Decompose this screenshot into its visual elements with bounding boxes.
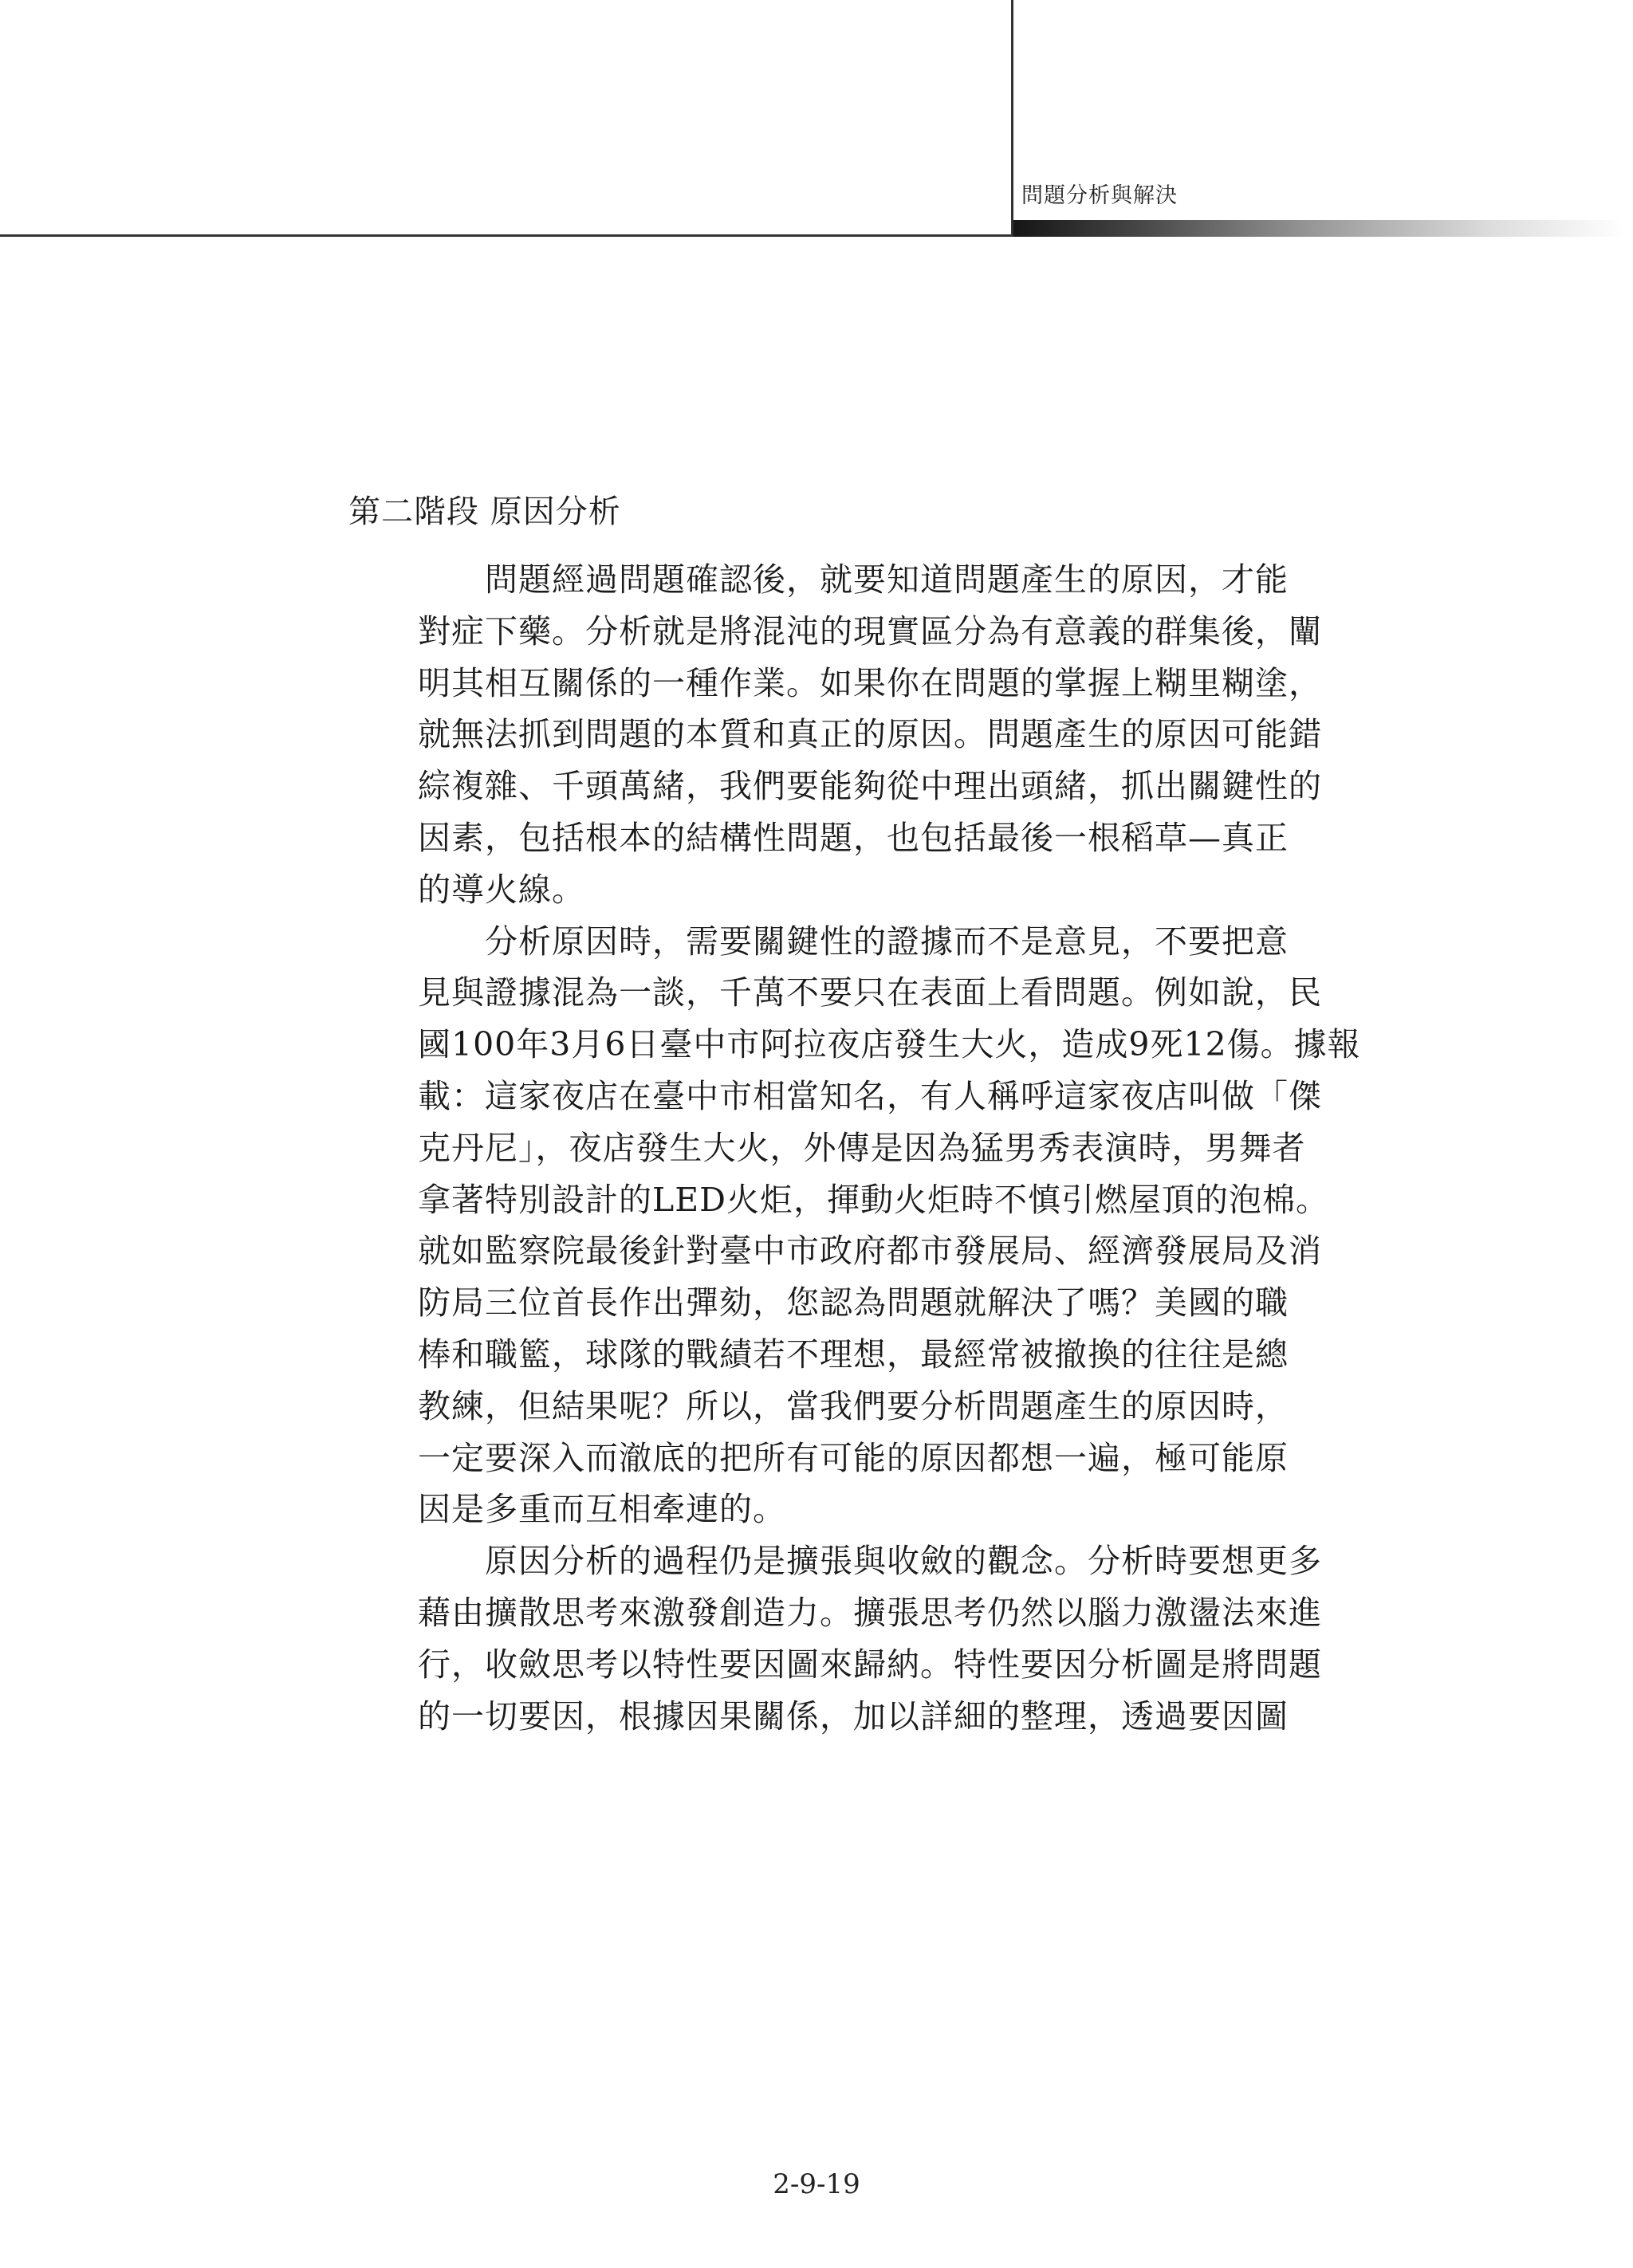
paragraph-line: 藉由擴散思考來激發創造力。擴張思考仍然以腦力激盪法來進 bbox=[418, 1593, 1322, 1632]
paragraph-line: 一定要深入而澈底的把所有可能的原因都想一遍，極可能原 bbox=[418, 1438, 1289, 1477]
paragraph-line: 分析原因時，需要關鍵性的證據而不是意見，不要把意 bbox=[485, 922, 1289, 961]
paragraph-line: 就如監察院最後針對臺中市政府都市發展局、經濟發展局及消 bbox=[418, 1232, 1322, 1271]
paragraph-line: 對症下藥。分析就是將混沌的現實區分為有意義的群集後，闡 bbox=[418, 611, 1322, 651]
paragraph-line: 原因分析的過程仍是擴張與收斂的觀念。分析時要想更多 bbox=[485, 1542, 1322, 1581]
paragraph-line: 的一切要因，根據因果關係，加以詳細的整理，透過要因圖 bbox=[418, 1696, 1289, 1735]
paragraph-line: 因素，包括根本的結構性問題，也包括最後一根稻草—真正 bbox=[418, 818, 1289, 857]
paragraph-line: 棒和職籃，球隊的戰績若不理想，最經常被撤換的往往是總 bbox=[418, 1334, 1289, 1374]
paragraph-line: 克丹尼」，夜店發生大火，外傳是因為猛男秀表演時，男舞者 bbox=[418, 1128, 1306, 1167]
paragraph-line: 問題經過問題確認後，就要知道問題產生的原因，才能 bbox=[485, 560, 1289, 599]
paragraph-line: 拿著特別設計的LED火炬，揮動火炬時不慎引燃屋頂的泡棉。 bbox=[418, 1180, 1330, 1219]
paragraph-line: 行，收斂思考以特性要因圖來歸納。特性要因分析圖是將問題 bbox=[418, 1645, 1322, 1684]
header-vertical-rule bbox=[1011, 0, 1013, 236]
paragraph-line: 綜複雜、千頭萬緒，我們要能夠從中理出頭緒，抓出關鍵性的 bbox=[418, 767, 1322, 806]
body-text bbox=[418, 554, 1361, 1742]
page-number: 2-9-19 bbox=[773, 2168, 860, 2200]
paragraph-line: 見與證據混為一談，千萬不要只在表面上看問題。例如說，民 bbox=[418, 973, 1322, 1012]
header-horizontal-rule bbox=[0, 234, 1013, 237]
section-heading: 第二階段 原因分析 bbox=[348, 493, 621, 530]
paragraph-line: 的導火線。 bbox=[418, 870, 585, 909]
paragraph-line: 防局三位首長作出彈劾，您認為問題就解決了嗎？美國的職 bbox=[418, 1283, 1289, 1323]
paragraph-line: 國100年3月6日臺中市阿拉夜店發生大火，造成9死12傷。據報 bbox=[418, 1025, 1361, 1064]
running-header-title: 問題分析與解決 bbox=[1021, 183, 1178, 208]
paragraph-line: 明其相互關係的一種作業。如果你在問題的掌握上糊里糊塗， bbox=[418, 663, 1322, 702]
paragraph-line: 教練，但結果呢？所以，當我們要分析問題產生的原因時， bbox=[418, 1386, 1289, 1425]
paragraph-line: 就無法抓到問題的本質和真正的原因。問題產生的原因可能錯 bbox=[418, 715, 1322, 754]
header-gradient-bar bbox=[1013, 220, 1623, 237]
paragraph-line: 因是多重而互相牽連的。 bbox=[418, 1490, 786, 1529]
paragraph-line: 載：這家夜店在臺中市相當知名，有人稱呼這家夜店叫做「傑 bbox=[418, 1076, 1322, 1115]
